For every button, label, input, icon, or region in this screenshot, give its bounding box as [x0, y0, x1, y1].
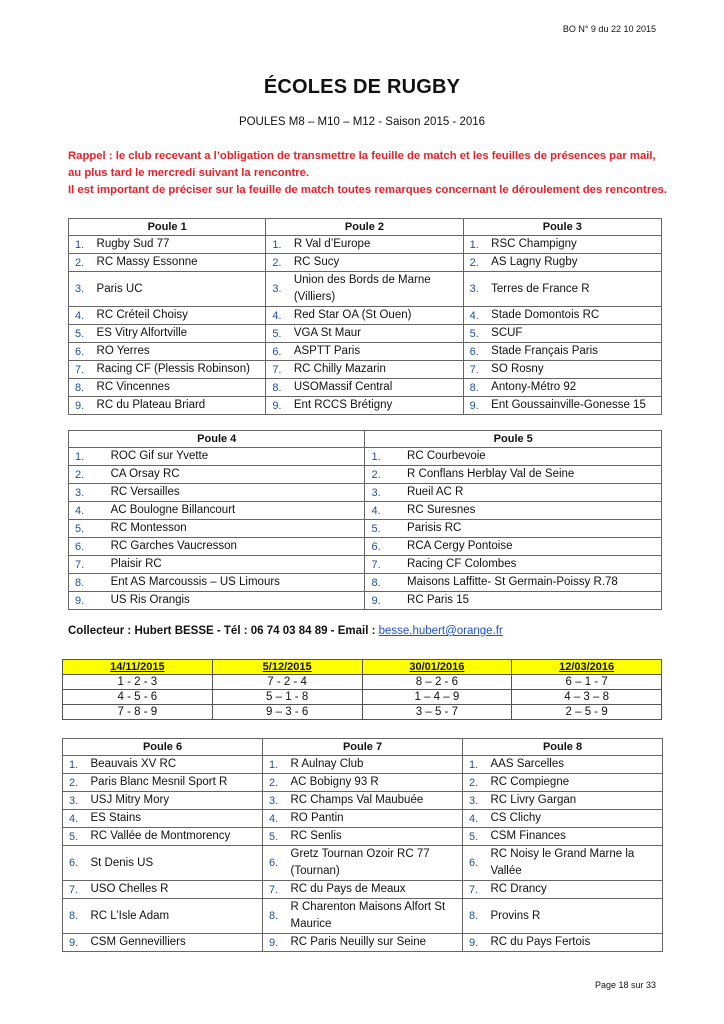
team-name: RCA Cergy Pontoise [405, 538, 661, 556]
fixture-cell: 1 – 4 – 9 [362, 690, 512, 705]
team-rank: 7. [263, 881, 289, 899]
bulletin-reference: BO N° 9 du 22 10 2015 [562, 24, 656, 34]
table-row [69, 502, 662, 520]
team-name: USJ Mitry Mory [89, 792, 263, 810]
team-name: R Aulnay Club [289, 756, 463, 774]
team-name: RC Drancy [489, 881, 663, 899]
fixture-cell: 4 – 3 – 8 [512, 690, 662, 705]
match-dates-table [62, 659, 662, 720]
table-row [69, 379, 662, 397]
team-rank: 3. [365, 484, 405, 502]
team-name: AS Lagny Rugby [489, 254, 661, 272]
fixture-cell: 4 - 5 - 6 [63, 690, 213, 705]
team-rank: 2. [263, 774, 289, 792]
team-rank: 5. [463, 828, 489, 846]
team-rank: 7. [266, 361, 292, 379]
team-rank: 3. [463, 272, 489, 307]
table-row [63, 828, 663, 846]
team-name: RC Paris 15 [405, 592, 661, 610]
team-rank: 1. [69, 236, 95, 254]
table-row [63, 756, 663, 774]
team-rank: 2. [69, 254, 95, 272]
team-name: Rugby Sud 77 [95, 236, 266, 254]
team-rank: 7. [69, 361, 95, 379]
team-rank: 9. [463, 934, 489, 952]
team-name: RC Courbevoie [405, 448, 661, 466]
team-rank: 7. [365, 556, 405, 574]
team-rank: 8. [69, 379, 95, 397]
table-row [69, 325, 662, 343]
team-name: Plaisir RC [109, 556, 365, 574]
team-rank: 2. [463, 254, 489, 272]
team-rank: 5. [463, 325, 489, 343]
team-name: USOMassif Central [292, 379, 463, 397]
team-rank: 4. [63, 810, 89, 828]
team-name: RC du Pays Fertois [489, 934, 663, 952]
team-name: RC Massy Essonne [95, 254, 266, 272]
table-row [69, 466, 662, 484]
pool-header: Poule 1 [69, 219, 266, 236]
team-name: RC Noisy le Grand Marne la Vallée [489, 846, 663, 881]
table-row [63, 899, 663, 934]
team-rank: 6. [365, 538, 405, 556]
table-row [63, 846, 663, 881]
poules-4-5-table [68, 430, 662, 610]
team-rank: 4. [463, 810, 489, 828]
team-name: Maisons Laffitte- St Germain-Poissy R.78 [405, 574, 661, 592]
team-name: SO Rosny [489, 361, 661, 379]
team-rank: 3. [266, 272, 292, 307]
team-name: RC L’Isle Adam [89, 899, 263, 934]
fixture-cell: 5 – 1 - 8 [212, 690, 362, 705]
table-row [63, 705, 662, 720]
match-date-header: 5/12/2015 [212, 660, 362, 675]
team-name: US Ris Orangis [109, 592, 365, 610]
team-name: Ent AS Marcoussis – US Limours [109, 574, 365, 592]
team-rank: 9. [463, 397, 489, 415]
collector-email-link[interactable]: besse.hubert@orange.fr [378, 625, 503, 637]
team-name: USO Chelles R [89, 881, 263, 899]
team-rank: 8. [463, 379, 489, 397]
fixture-cell: 7 - 2 - 4 [212, 675, 362, 690]
table-row [69, 397, 662, 415]
team-rank: 9. [263, 934, 289, 952]
team-name: Ent RCCS Brétigny [292, 397, 463, 415]
team-name: St Denis US [89, 846, 263, 881]
team-name: Paris UC [95, 272, 266, 307]
team-rank: 5. [266, 325, 292, 343]
team-rank: 4. [69, 307, 95, 325]
table-row [69, 272, 662, 307]
page-title: ÉCOLES DE RUGBY [263, 76, 461, 98]
team-name: CSM Finances [489, 828, 663, 846]
collector-info [68, 625, 503, 637]
table-row [69, 343, 662, 361]
team-name: R Val d’Europe [292, 236, 463, 254]
poules-1-3-table [68, 218, 662, 415]
team-name: RC Suresnes [405, 502, 661, 520]
team-rank: 4. [263, 810, 289, 828]
fixture-cell: 9 – 3 - 6 [212, 705, 362, 720]
team-name: Ent Goussainville-Gonesse 15 [489, 397, 661, 415]
team-rank: 6. [63, 846, 89, 881]
team-name: Racing CF (Plessis Robinson) [95, 361, 266, 379]
team-name: RC Versailles [109, 484, 365, 502]
team-rank: 6. [69, 343, 95, 361]
team-rank: 3. [63, 792, 89, 810]
team-rank: 9. [69, 592, 109, 610]
team-rank: 1. [266, 236, 292, 254]
team-name: Terres de France R [489, 272, 661, 307]
team-name: AC Bobigny 93 R [289, 774, 463, 792]
fixture-cell: 8 – 2 - 6 [362, 675, 512, 690]
pool-header: Poule 3 [463, 219, 661, 236]
team-name: Stade Domontois RC [489, 307, 661, 325]
team-rank: 3. [263, 792, 289, 810]
table-row [63, 792, 663, 810]
team-name: RC Livry Gargan [489, 792, 663, 810]
pool-header: Poule 5 [365, 431, 662, 448]
team-rank: 3. [69, 484, 109, 502]
team-name: RSC Champigny [489, 236, 661, 254]
team-rank: 2. [63, 774, 89, 792]
team-rank: 2. [463, 774, 489, 792]
team-rank: 5. [69, 520, 109, 538]
table-row [69, 592, 662, 610]
team-name: Red Star OA (St Ouen) [292, 307, 463, 325]
fixture-cell: 7 - 8 - 9 [63, 705, 213, 720]
table-row [69, 254, 662, 272]
team-rank: 1. [463, 756, 489, 774]
team-name: Antony-Métro 92 [489, 379, 661, 397]
team-rank: 5. [365, 520, 405, 538]
team-name: RC Créteil Choisy [95, 307, 266, 325]
team-name: RC Compiegne [489, 774, 663, 792]
team-name: RC Vincennes [95, 379, 266, 397]
team-rank: 1. [263, 756, 289, 774]
team-name: SCUF [489, 325, 661, 343]
team-name: RC Montesson [109, 520, 365, 538]
team-rank: 8. [63, 899, 89, 934]
match-date-header: 30/01/2016 [362, 660, 512, 675]
table-row [69, 361, 662, 379]
table-row [69, 520, 662, 538]
team-name: Beauvais XV RC [89, 756, 263, 774]
team-rank: 7. [63, 881, 89, 899]
team-name: RC Chilly Mazarin [292, 361, 463, 379]
team-name: RC Senlis [289, 828, 463, 846]
team-rank: 4. [69, 502, 109, 520]
team-rank: 9. [69, 397, 95, 415]
team-rank: 6. [266, 343, 292, 361]
fixture-cell: 2 – 5 - 9 [512, 705, 662, 720]
team-rank: 5. [63, 828, 89, 846]
team-name: RC Paris Neuilly sur Seine [289, 934, 463, 952]
team-rank: 6. [263, 846, 289, 881]
team-name: Union des Bords de Marne (Villiers) [292, 272, 463, 307]
team-name: RC Garches Vaucresson [109, 538, 365, 556]
team-rank: 1. [69, 448, 109, 466]
team-rank: 4. [463, 307, 489, 325]
team-name: AAS Sarcelles [489, 756, 663, 774]
fixture-cell: 3 – 5 - 7 [362, 705, 512, 720]
team-rank: 4. [266, 307, 292, 325]
match-date-header: 14/11/2015 [63, 660, 213, 675]
team-rank: 6. [69, 538, 109, 556]
team-rank: 9. [63, 934, 89, 952]
reminder-line-2: Il est important de préciser sur la feuille de match toutes remarques concernant le déroulement des rencontres. [68, 184, 667, 196]
team-name: Stade Français Paris [489, 343, 661, 361]
table-row [63, 934, 663, 952]
team-name: RC Champs Val Maubuée [289, 792, 463, 810]
team-rank: 9. [266, 397, 292, 415]
team-rank: 6. [463, 343, 489, 361]
table-row [63, 810, 663, 828]
team-rank: 8. [266, 379, 292, 397]
table-row [69, 556, 662, 574]
team-name: R Charenton Maisons Alfort St Maurice [289, 899, 463, 934]
team-name: ROC Gif sur Yvette [109, 448, 365, 466]
table-row [69, 574, 662, 592]
reminder-notice [68, 148, 668, 199]
team-rank: 8. [263, 899, 289, 934]
team-rank: 7. [69, 556, 109, 574]
team-name: RC Sucy [292, 254, 463, 272]
team-name: Rueil AC R [405, 484, 661, 502]
team-rank: 2. [69, 466, 109, 484]
table-row [63, 774, 663, 792]
team-name: RO Pantin [289, 810, 463, 828]
team-name: CS Clichy [489, 810, 663, 828]
team-rank: 1. [365, 448, 405, 466]
team-rank: 8. [463, 899, 489, 934]
team-rank: 3. [69, 272, 95, 307]
page-subtitle: POULES M8 – M10 – M12 - Saison 2015 - 2016 [238, 116, 486, 128]
table-row [69, 538, 662, 556]
team-rank: 7. [463, 881, 489, 899]
pool-header: Poule 6 [63, 739, 263, 756]
team-rank: 5. [69, 325, 95, 343]
team-rank: 8. [365, 574, 405, 592]
team-name: ES Vitry Alfortville [95, 325, 266, 343]
team-rank: 1. [463, 236, 489, 254]
team-rank: 2. [266, 254, 292, 272]
team-rank: 4. [365, 502, 405, 520]
table-row [69, 484, 662, 502]
pool-header: Poule 7 [263, 739, 463, 756]
table-row [69, 236, 662, 254]
team-name: Racing CF Colombes [405, 556, 661, 574]
team-name: CA Orsay RC [109, 466, 365, 484]
pool-header: Poule 2 [266, 219, 463, 236]
table-row [69, 448, 662, 466]
team-rank: 2. [365, 466, 405, 484]
table-row [63, 690, 662, 705]
team-name: Parisis RC [405, 520, 661, 538]
table-row [63, 881, 663, 899]
table-row [69, 307, 662, 325]
team-name: RC du Plateau Briard [95, 397, 266, 415]
team-rank: 7. [463, 361, 489, 379]
pool-header: Poule 8 [463, 739, 663, 756]
team-name: VGA St Maur [292, 325, 463, 343]
collector-label: Collecteur : Hubert BESSE - Tél : 06 74 03 84 89 - Email : [68, 625, 379, 637]
poules-6-8-table [62, 738, 663, 952]
team-rank: 6. [463, 846, 489, 881]
pool-header: Poule 4 [69, 431, 365, 448]
fixture-cell: 1 - 2 - 3 [63, 675, 213, 690]
fixture-cell: 6 – 1 - 7 [512, 675, 662, 690]
team-name: Paris Blanc Mesnil Sport R [89, 774, 263, 792]
team-name: CSM Gennevilliers [89, 934, 263, 952]
team-rank: 3. [463, 792, 489, 810]
team-rank: 1. [63, 756, 89, 774]
match-date-header: 12/03/2016 [512, 660, 662, 675]
team-name: Provins R [489, 899, 663, 934]
team-rank: 8. [69, 574, 109, 592]
team-name: AC Boulogne Billancourt [109, 502, 365, 520]
team-name: ES Stains [89, 810, 263, 828]
team-name: Gretz Tournan Ozoir RC 77 (Tournan) [289, 846, 463, 881]
team-name: RC du Pays de Meaux [289, 881, 463, 899]
team-name: RO Yerres [95, 343, 266, 361]
page-number: Page 18 sur 33 [594, 980, 656, 990]
team-rank: 9. [365, 592, 405, 610]
table-row [63, 675, 662, 690]
team-name: ASPTT Paris [292, 343, 463, 361]
team-name: RC Vallée de Montmorency [89, 828, 263, 846]
reminder-line-1: Rappel : le club recevant a l’obligation de transmettre la feuille de match et les feuilles de présences par mail, au plus tard le mercredi suivant la rencontre. [68, 150, 656, 179]
team-name: R Conflans Herblay Val de Seine [405, 466, 661, 484]
team-rank: 5. [263, 828, 289, 846]
